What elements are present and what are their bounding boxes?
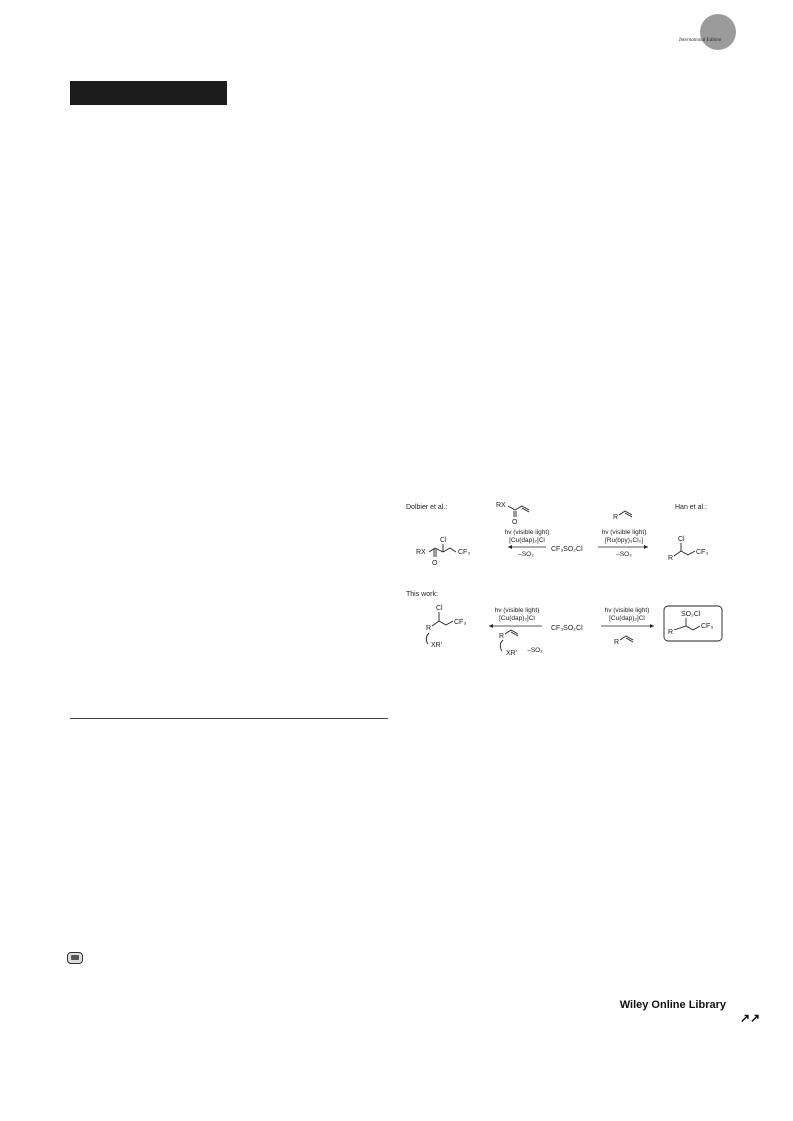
svg-text:Cl: Cl (440, 537, 447, 544)
condition-light-right: hv (visible light) (601, 529, 647, 536)
condition-ru-catalyst: [Ru(bpy)₃Cl₂] (604, 537, 644, 544)
svg-text:CF₃: CF₃ (701, 623, 714, 630)
double-arrow-icon: ↗↗ (740, 1011, 761, 1025)
section-header-bar (70, 81, 227, 105)
tethered-alkene-reactant (499, 630, 518, 657)
product-chloro-cyclized (426, 605, 466, 649)
svg-text:XR': XR' (506, 650, 518, 657)
condition-so2-right: –SO₂ (616, 551, 632, 558)
condition-light-2: hv (visible light) (494, 607, 540, 614)
alkene-reactant-2 (614, 636, 633, 646)
svg-text:Cl: Cl (678, 536, 685, 543)
condition-light: hv (visible light) (504, 529, 550, 536)
svg-text:O: O (512, 519, 518, 526)
svg-text:RX: RX (416, 549, 426, 556)
svg-text:XR': XR' (431, 642, 443, 649)
alkene-reactant (613, 511, 632, 521)
svg-text:R: R (499, 633, 505, 640)
svg-text:CF₃: CF₃ (454, 619, 467, 626)
supporting-info-icon[interactable] (67, 952, 83, 964)
svg-text:O: O (432, 560, 438, 567)
product-chloro-ketone (416, 537, 470, 567)
acryl-reactant (496, 502, 529, 526)
svg-text:R: R (668, 629, 674, 636)
svg-text:SO₂Cl: SO₂Cl (681, 611, 701, 618)
center-reagent-2: CF₃SO₂Cl (551, 625, 583, 632)
condition-catalyst: [Cu(dap)₂]Cl (509, 537, 545, 544)
svg-text:R: R (426, 625, 432, 632)
svg-text:RX: RX (496, 502, 506, 509)
center-reagent: CF₃SO₂Cl (551, 546, 583, 553)
condition-so2-2: –SO₂ (527, 647, 543, 654)
condition-catalyst-2: [Cu(dap)₂]Cl (499, 615, 535, 622)
dolbier-label: Dolbier et al.: (406, 504, 448, 511)
wiley-online-library-label: Wiley Online Library (619, 999, 726, 1011)
svg-text:CF₃: CF₃ (696, 549, 709, 556)
footnote-divider (70, 718, 388, 719)
condition-so2: –SO₂ (518, 551, 534, 558)
svg-text:CF₃: CF₃ (458, 549, 471, 556)
han-label: Han et al.: (675, 504, 707, 511)
svg-text:R: R (614, 639, 620, 646)
svg-text:R: R (668, 555, 674, 562)
svg-text:R: R (613, 514, 619, 521)
product-chloro-alkane (668, 536, 708, 562)
edition-badge (700, 14, 736, 50)
condition-catalyst-3: [Cu(dap)₂]Cl (609, 615, 645, 622)
condition-light-3: hv (visible light) (604, 607, 650, 614)
svg-text:Cl: Cl (436, 605, 443, 612)
edition-label: International Edition (679, 38, 722, 43)
this-work-label: This work: (406, 591, 438, 598)
product-sulfonyl-chloride-boxed (664, 606, 722, 641)
reaction-scheme (402, 495, 747, 670)
